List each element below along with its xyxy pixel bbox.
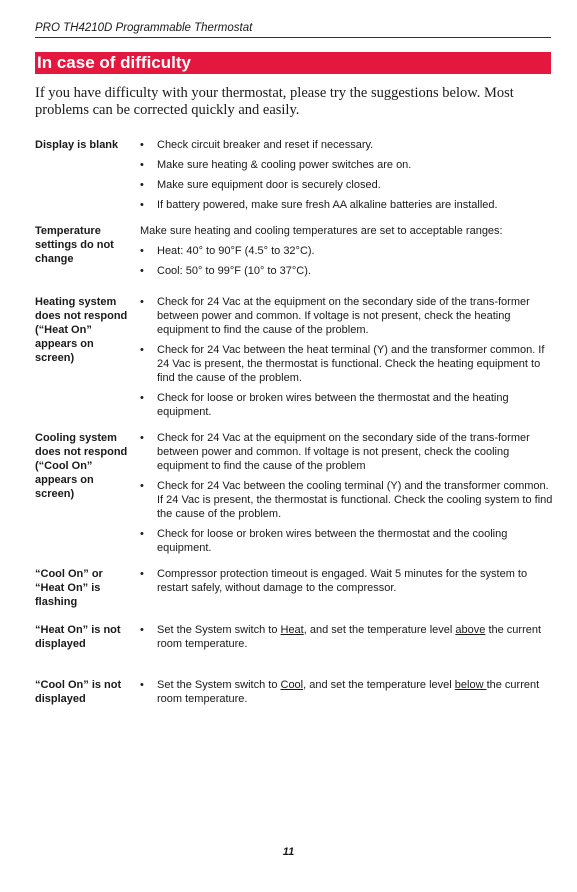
solution-lead: Make sure heating and cooling temperatures are set to acceptable ranges:	[140, 225, 503, 237]
problem-label: “Cool On” is not displayed	[35, 679, 122, 705]
bullet-icon: •	[140, 296, 144, 308]
bullet-icon: •	[140, 392, 144, 404]
solution-text	[157, 679, 539, 705]
solution-text: Compressor protection timeout is engaged. Wait 5 minutes for the system to restart safely, without damage to the compressor.	[157, 568, 528, 594]
solution-item	[140, 295, 555, 337]
solution-text: Check for loose or broken wires between the thermostat and the cooling equipment.	[157, 528, 508, 554]
solution-text-part: the current room temperature.	[157, 679, 540, 705]
problem-label: Temperature settings do not change	[35, 225, 114, 265]
solution-text: Cool: 50° to 99°F (10° to 37°C).	[157, 265, 311, 277]
underlined-term: Heat	[280, 624, 304, 636]
solution-text: If battery powered, make sure fresh AA alkaline batteries are installed.	[157, 199, 498, 211]
problem-label: Heating system does not respond (“Heat On” appears on screen)	[35, 296, 128, 364]
bullet-icon: •	[140, 432, 144, 444]
bullet-icon: •	[140, 480, 144, 492]
bullet-icon: •	[140, 199, 144, 211]
solution-item	[140, 138, 555, 152]
solution-text: Heat: 40° to 90°F (4.5° to 32°C).	[157, 245, 315, 257]
solution-item	[140, 678, 555, 706]
problem-solutions	[140, 623, 555, 657]
solution-item	[140, 479, 555, 521]
problem-solutions	[140, 138, 555, 218]
underlined-term: below	[454, 679, 487, 691]
running-header: PRO TH4210D Programmable Thermostat	[35, 22, 551, 38]
solution-item	[140, 158, 555, 172]
solution-item	[140, 391, 555, 419]
problem-label: “Cool On” or “Heat On” is flashing	[35, 568, 103, 608]
solution-item	[140, 343, 555, 385]
underlined-term: above	[455, 624, 486, 636]
section-title: In case of difficulty	[35, 52, 551, 74]
bullet-icon: •	[140, 139, 144, 151]
problem-label: “Heat On” is not displayed	[35, 624, 121, 650]
underlined-term: Cool	[280, 679, 304, 691]
solution-item	[140, 264, 555, 278]
solution-item	[140, 431, 555, 473]
solution-text-part: , and set the temperature level	[303, 679, 455, 691]
problem-solutions	[140, 295, 555, 425]
solution-text: Check for 24 Vac at the equipment on the secondary side of the trans-former between power and common. If voltage is not present, check the heating equipment to find the cause of the problem.	[157, 296, 530, 336]
problem-solutions	[140, 678, 555, 712]
solution-item	[140, 178, 555, 192]
solution-item	[140, 198, 555, 212]
page-number: 11	[282, 846, 295, 858]
solution-text: Make sure equipment door is securely closed.	[157, 179, 381, 191]
bullet-icon: •	[140, 568, 144, 580]
bullet-icon: •	[140, 245, 144, 257]
intro-paragraph: If you have difficulty with your thermostat, please try the suggestions below. Most problems can be corrected quickly and easily.	[35, 85, 514, 118]
bullet-icon: •	[140, 679, 144, 691]
problem-label: Cooling system does not respond (“Cool On” appears on screen)	[35, 432, 128, 500]
solution-text-part: Set the System switch to	[157, 679, 281, 691]
problem-label: Display is blank	[35, 139, 119, 151]
bullet-icon: •	[140, 265, 144, 277]
solution-text-part: Set the System switch to	[157, 624, 281, 636]
solution-text-part: the current room temperature.	[157, 624, 542, 650]
solution-text: Check for loose or broken wires between the thermostat and the heating equipment.	[157, 392, 509, 418]
solution-text: Check for 24 Vac at the equipment on the secondary side of the trans-former between power and common. If voltage is not present, check the cooling equipment to find the cause of the problem	[157, 432, 530, 472]
solution-item	[140, 244, 555, 258]
solution-text	[157, 624, 541, 650]
solution-text: Check for 24 Vac between the heat terminal (Y) and the transformer common. If 24 Vac is present, the thermostat is functional. Check the heating equipment to find the cause of the problem.	[157, 344, 545, 384]
bullet-icon: •	[140, 624, 144, 636]
solution-text: Check circuit breaker and reset if necessary.	[157, 139, 374, 151]
solution-text: Check for 24 Vac between the cooling terminal (Y) and the transformer common. If 24 Vac is present, the thermostat is functional. Check the cooling system to find the cause of the problem.	[157, 480, 553, 520]
solution-text: Make sure heating & cooling power switches are on.	[157, 159, 412, 171]
solution-item	[140, 527, 555, 555]
bullet-icon: •	[140, 179, 144, 191]
solution-item	[140, 567, 555, 595]
bullet-icon: •	[140, 344, 144, 356]
problem-solutions	[140, 567, 555, 601]
bullet-icon: •	[140, 159, 144, 171]
problem-solutions	[140, 224, 555, 284]
solution-item	[140, 623, 555, 651]
bullet-icon: •	[140, 528, 144, 540]
problem-solutions	[140, 431, 555, 561]
solution-text-part: , and set the temperature level	[303, 624, 456, 636]
